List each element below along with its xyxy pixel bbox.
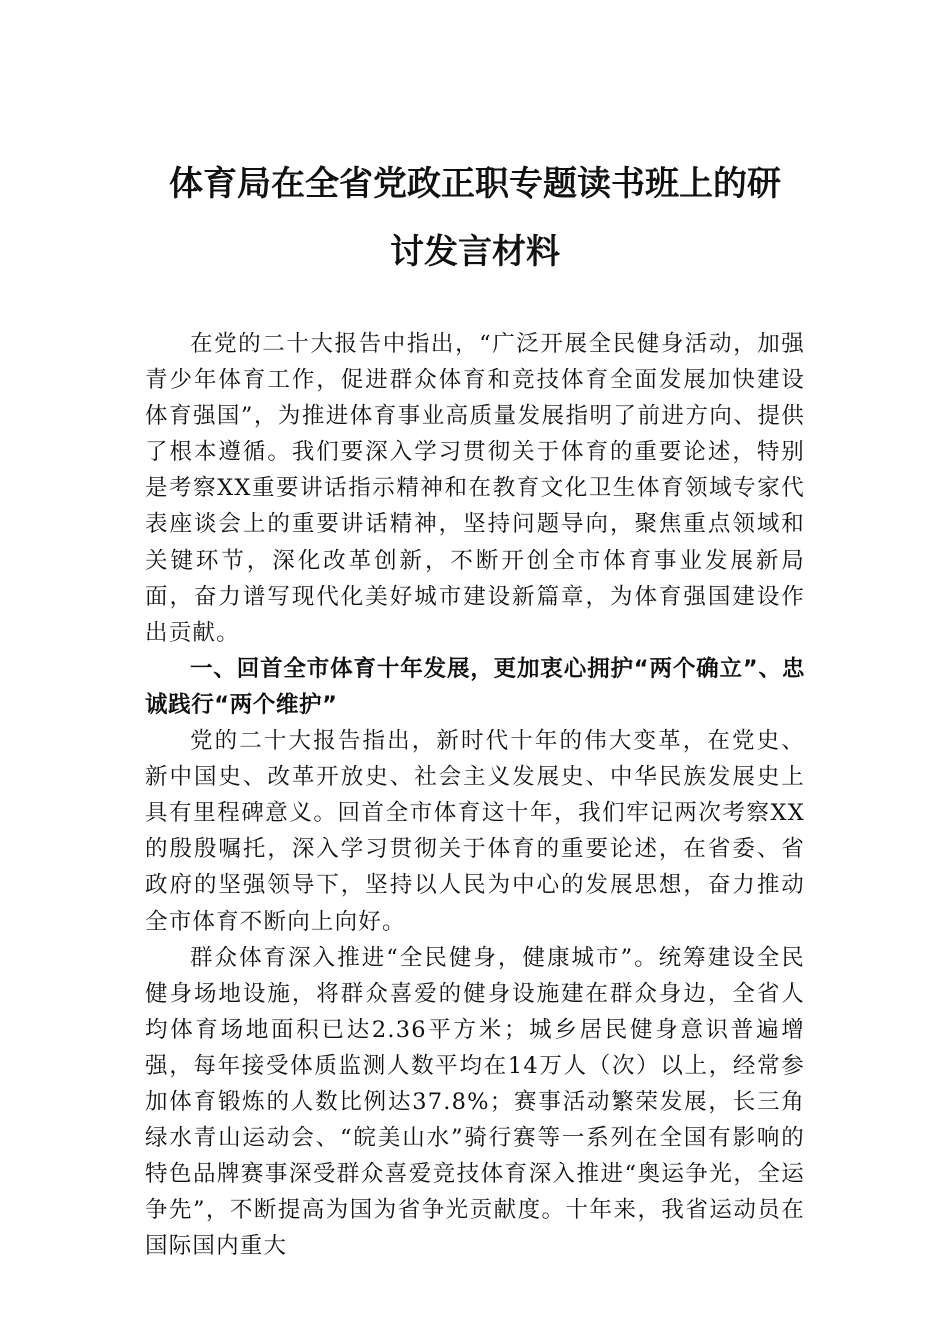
intro-paragraph: 在党的二十大报告中指出，“广泛开展全民健身活动，加强青少年体育工作，促进群众体育和竞技体育全面发展加快建设体育强国”，为推进体育事业高质量发展指明了前进方向、提供了根本遵循。我们要深入学习贯彻关于体育的重要论述，特别是考察XX重要讲话指示精神和在教育文化卫生体育领域专家代表座谈会上的重要讲话精神，坚持问题导向，聚焦重点领域和关键环节，深化改革创新，不断开创全市体育事业发展新局面，奋力谱写现代化美好城市建设新篇章，为体育强国建设作出贡献。 (145, 331, 805, 646)
body-paragraph-2: 群众体育深入推进“全民健身，健康城市”。统筹建设全民健身场地设施，将群众喜爱的健身设施建在群众身边，全省人均体育场地面积已达2.36平方米；城乡居民健身意识普遍增强，每年接受体质监测人数平均在14万人（次）以上，经常参加体育锻炼的人数比例达37.8%；赛事活动繁荣发展，长三角绿水青山运动会、“皖美山水”骑行赛等一系列在全国有影响的特色品牌赛事深受群众喜爱竞技体育深入推进“奥运争光，全运争先”，不断提高为国为省争光贡献度。十年来，我省运动员在国际国内重大 (145, 944, 805, 1260)
document-title (145, 150, 805, 286)
title-line-1: 体育局在全省党政正职专题读书班上的研 (169, 164, 781, 204)
title-line-2: 讨发言材料 (390, 232, 560, 272)
body-paragraph-1: 党的二十大报告指出，新时代十年的伟大变革，在党史、新中国史、改革开放史、社会主义发展史、中华民族发展史上具有里程碑意义。回首全市体育这十年，我们牢记两次考察XX的殷殷嘱托，深入学习贯彻关于体育的重要论述，在省委、省政府的坚强领导下，坚持以人民为中心的发展思想，奋力推动全市体育不断向上向好。 (145, 728, 805, 935)
document-body (145, 326, 805, 1264)
section-heading-1: 一、回首全市体育十年发展，更加衷心拥护“两个确立”、忠诚践行“两个维护” (145, 655, 805, 718)
